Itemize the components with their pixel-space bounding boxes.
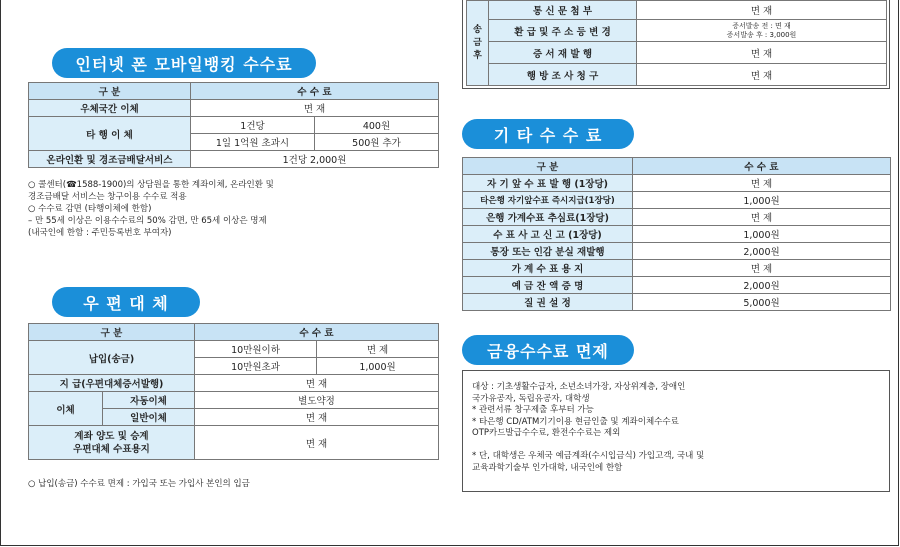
mobile-fee-notes <box>28 179 274 239</box>
exemption-line: * 타은행 CD/ATM기기이용 현금인출 및 계좌이체수수료 <box>472 416 679 427</box>
postal-transfer-table <box>28 323 439 460</box>
row-condition: 10만원이하 <box>195 341 317 358</box>
row-label: 통 신 문 첨 부 <box>489 1 637 20</box>
note-line: ○ 납입(송금) 수수료 면제 : 가입국 또는 가입사 본인의 입금 <box>28 479 250 489</box>
fee-exemption-title: 금융수수료 면제 <box>462 335 634 365</box>
row-label: 납입(송금) <box>29 341 195 375</box>
row-value-line: 증서발송 후 : 3,000원 <box>726 30 797 39</box>
postal-transfer-title: 우 편 대 체 <box>52 287 200 317</box>
after-remittance-table <box>466 0 887 86</box>
row-value: 면 제 <box>633 175 891 192</box>
row-value: 면 재 <box>191 100 439 117</box>
row-label: 통장 또는 인감 분실 재발행 <box>463 243 633 260</box>
row-value: 면 재 <box>195 375 439 392</box>
row-value-line: 증서발송 전 : 면 재 <box>732 21 791 30</box>
side-label: 송 금 후 <box>467 1 489 86</box>
exemption-line: * 단, 대학생은 우체국 예금계좌(수시입금식) 가입고객, 국내 및 <box>472 451 705 461</box>
exemption-line: OTP카드발급수수료, 환전수수료는 제외 <box>472 428 621 438</box>
header-gubun: 구 분 <box>463 158 633 175</box>
exemption-line: 국가유공자, 독립유공자, 대학생 <box>472 393 590 404</box>
row-value: 1,000원 <box>633 192 891 209</box>
header-fee: 수 수 료 <box>191 83 439 100</box>
row-value: 면 제 <box>633 260 891 277</box>
row-label: 수 표 사 고 신 고 (1장당) <box>463 226 633 243</box>
fee-exemption-text <box>472 382 704 474</box>
note-line: – 만 55세 이상은 이용수수료의 50% 감면, 만 65세 이상은 명제 <box>28 216 267 226</box>
row-label: 타은행 자기앞수표 즉시지급(1장당) <box>463 192 633 209</box>
row-value: 1,000원 <box>317 358 439 375</box>
note-line: (내국인에 한함 : 주민등록번호 부여자) <box>28 228 172 238</box>
row-label: 은행 가계수표 추심료(1장당) <box>463 209 633 226</box>
row-label: 행 방 조 사 청 구 <box>489 64 637 86</box>
exemption-line: 대상 : 기초생활수급자, 소년소녀가장, 자상위계층, 장애인 <box>472 382 686 392</box>
row-value: 400원 <box>315 117 439 134</box>
row-value: 2,000원 <box>633 277 891 294</box>
row-label: 환 급 및 주 소 등 변 경 <box>489 20 637 42</box>
row-value: 5,000원 <box>633 294 891 311</box>
row-label: 질 권 설 정 <box>463 294 633 311</box>
row-label: 우체국간 이체 <box>29 100 191 117</box>
row-label: 지 급(우편대체증서발행) <box>29 375 195 392</box>
row-value <box>637 20 887 42</box>
row-condition: 1건당 <box>191 117 315 134</box>
note-line: 경조금배달 서비스는 창구이용 수수료 적용 <box>28 192 187 202</box>
exemption-line <box>472 440 704 452</box>
row-condition: 1일 1억원 초과시 <box>191 134 315 151</box>
row-value: 2,000원 <box>633 243 891 260</box>
row-label: 온라인환 및 경조금배달서비스 <box>29 151 191 168</box>
row-value: 1,000원 <box>633 226 891 243</box>
mobile-fee-table <box>28 82 439 168</box>
row-label: 예 금 잔 액 증 명 <box>463 277 633 294</box>
row-label <box>29 426 195 460</box>
row-sublabel: 자동이체 <box>103 392 195 409</box>
row-sublabel: 일반이체 <box>103 409 195 426</box>
row-label: 가 계 수 표 용 지 <box>463 260 633 277</box>
row-value: 면 재 <box>637 42 887 64</box>
row-value: 1건당 2,000원 <box>191 151 439 168</box>
header-fee: 수 수 료 <box>633 158 891 175</box>
row-value: 500원 추가 <box>315 134 439 151</box>
row-value: 면 제 <box>317 341 439 358</box>
row-value: 면 제 <box>633 209 891 226</box>
exemption-line: 교육과학기술부 인가대학, 내국인에 한함 <box>472 462 623 473</box>
row-value: 면 재 <box>637 1 887 20</box>
row-condition: 10만원초과 <box>195 358 317 375</box>
postal-transfer-note <box>28 478 250 490</box>
row-value: 면 재 <box>637 64 887 86</box>
header-fee: 수 수 료 <box>195 324 439 341</box>
note-line: ○ 콜센터(☎1588-1900)의 상담원을 통한 계좌이체, 온라인환 및 <box>28 180 274 190</box>
row-label: 자 기 앞 수 표 발 행 (1장당) <box>463 175 633 192</box>
row-value: 면 재 <box>195 409 439 426</box>
row-label: 타 행 이 체 <box>29 117 191 151</box>
row-label-line: 계좌 양도 및 승계 <box>74 430 149 442</box>
header-gubun: 구 분 <box>29 83 191 100</box>
row-label-line: 우편대체 수표용지 <box>73 443 150 455</box>
row-label: 이체 <box>29 392 103 426</box>
misc-fee-title: 기 타 수 수 료 <box>462 119 634 149</box>
note-line: ○ 수수료 감면 (타행이체에 한함) <box>28 204 152 214</box>
row-value: 별도약정 <box>195 392 439 409</box>
exemption-line: * 관련서류 창구제출 후부터 가능 <box>472 405 594 415</box>
row-value: 면 재 <box>195 426 439 460</box>
row-label: 증 서 재 발 행 <box>489 42 637 64</box>
misc-fee-table <box>462 157 891 311</box>
mobile-fee-title: 인터넷 폰 모바일뱅킹 수수료 <box>52 48 316 78</box>
header-gubun: 구 분 <box>29 324 195 341</box>
